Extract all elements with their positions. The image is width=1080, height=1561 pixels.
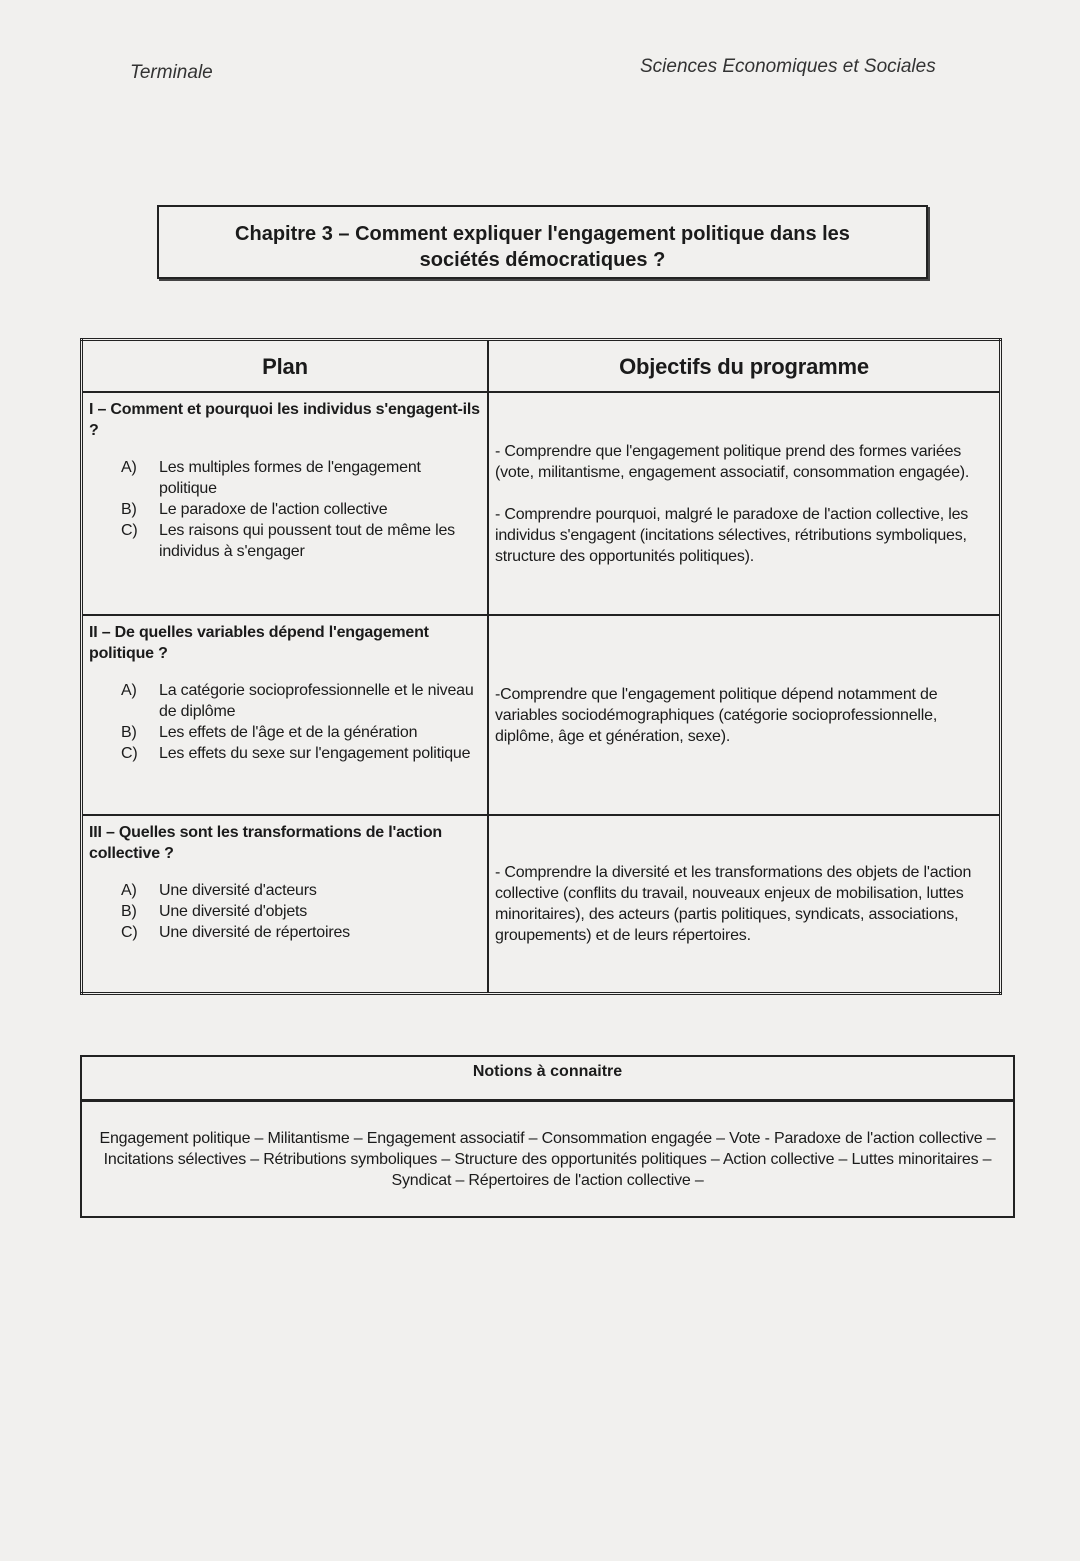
list-item — [121, 901, 481, 922]
plan-cell — [82, 815, 489, 993]
item-letter: A) — [121, 682, 137, 699]
list-item — [121, 680, 481, 722]
header-plan: Plan — [82, 340, 489, 393]
item-text: Une diversité d'acteurs — [159, 882, 317, 899]
item-text: Une diversité de répertoires — [159, 924, 350, 941]
table-row — [82, 815, 1001, 993]
item-text: Une diversité d'objets — [159, 903, 308, 920]
plan-table — [80, 338, 1002, 995]
objective: - Comprendre pourquoi, malgré le paradoxe de l'action collective, les individus s'engagent (incitations sélectives, rétributions symboliques, structure des opportunités politiques). — [495, 505, 969, 565]
list-item — [121, 922, 481, 943]
objectives-cell — [488, 615, 1001, 815]
item-letter: C) — [121, 745, 138, 762]
plan-cell — [82, 615, 489, 815]
table-row — [82, 392, 1001, 615]
item-letter: B) — [121, 501, 137, 518]
header-subject: Sciences Economiques et Sociales — [640, 56, 936, 77]
table-row — [82, 615, 1001, 815]
item-letter: C) — [121, 522, 138, 539]
list-item — [121, 457, 481, 499]
plan-cell — [82, 392, 489, 615]
list-item — [121, 880, 481, 901]
objective: - Comprendre que l'engagement politique prend des formes variées (vote, militantisme, engagement associatif, consommation engagée). — [495, 442, 970, 481]
section-items — [89, 880, 481, 943]
objective: - Comprendre la diversité et les transformations des objets de l'action collective (conflits du travail, nouveaux enjeux de mobilisation, luttes minoritaires), des acteurs (partis politiques, syndicats, associations, groupements) et de leurs répertoires. — [495, 863, 972, 944]
header-level: Terminale — [130, 62, 213, 83]
section-items — [89, 680, 481, 764]
list-item — [121, 499, 481, 520]
item-text: Les effets du sexe sur l'engagement politique — [159, 745, 471, 762]
item-letter: A) — [121, 459, 137, 476]
section-title: I – Comment et pourquoi les individus s'engagent-ils ? — [89, 401, 480, 439]
notions-title: Notions à connaitre — [82, 1057, 1013, 1102]
list-item — [121, 520, 481, 562]
list-item — [121, 722, 481, 743]
notions-list: Engagement politique – Militantisme – Engagement associatif – Consommation engagée – Vote - Paradoxe de l'action collective – Incitations sélectives – Rétributions symboliques – Structure des opportunités politiques – Action collective – Luttes minoritaires – Syndicat – Répertoires de l'action collective – — [99, 1130, 996, 1189]
item-text: Les effets de l'âge et de la génération — [159, 724, 418, 741]
chapter-title — [157, 205, 928, 279]
item-letter: B) — [121, 724, 137, 741]
item-text: Les multiples formes de l'engagement politique — [159, 459, 421, 497]
item-text: Le paradoxe de l'action collective — [159, 501, 388, 518]
chapter-title-line2: sociétés démocratiques ? — [419, 249, 666, 271]
list-item — [121, 743, 481, 764]
item-text: Les raisons qui poussent tout de même les individus à s'engager — [159, 522, 455, 560]
item-letter: A) — [121, 882, 137, 899]
section-items — [89, 457, 481, 562]
objectives-cell — [488, 392, 1001, 615]
objectives-cell — [488, 815, 1001, 993]
section-title: II – De quelles variables dépend l'engagement politique ? — [89, 624, 429, 662]
chapter-title-line1: Chapitre 3 – Comment expliquer l'engagement politique dans les — [235, 223, 850, 245]
notions-box — [80, 1055, 1015, 1218]
header-objectives: Objectifs du programme — [488, 340, 1001, 393]
objective: -Comprendre que l'engagement politique dépend notamment de variables sociodémographiques (catégorie socioprofessionnelle, diplôme, âge et génération, sexe). — [495, 685, 938, 745]
section-title: III – Quelles sont les transformations de l'action collective ? — [89, 824, 443, 862]
item-text: La catégorie socioprofessionnelle et le niveau de diplôme — [159, 682, 474, 720]
item-letter: B) — [121, 903, 137, 920]
table-header-row — [82, 340, 1001, 393]
item-letter: C) — [121, 924, 138, 941]
